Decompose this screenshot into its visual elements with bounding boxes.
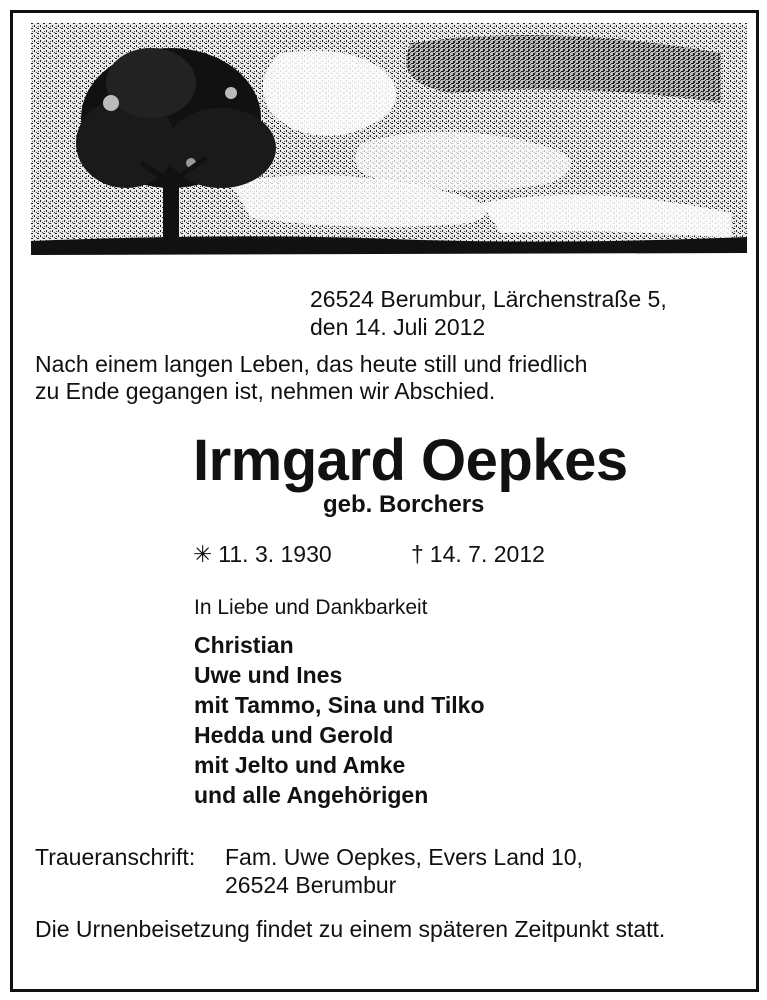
death-date xyxy=(411,541,545,568)
intro-text xyxy=(35,351,587,405)
mourning-address-label: Traueranschrift: xyxy=(35,844,196,870)
birth-star-icon: ✳ xyxy=(193,541,213,567)
family-member: Christian xyxy=(194,632,294,658)
birth-date xyxy=(193,541,332,568)
intro-line-2: zu Ende gegangen ist, nehmen wir Abschied. xyxy=(35,378,496,404)
family-member: mit Tammo, Sina und Tilko xyxy=(194,692,485,718)
tree-landscape-image xyxy=(31,23,747,263)
mourning-address-name: Fam. Uwe Oepkes, Evers Land 10, xyxy=(225,844,583,870)
death-cross-icon: † xyxy=(411,541,424,567)
family-member: mit Jelto und Amke xyxy=(194,752,406,778)
family-list xyxy=(194,630,485,810)
birth-date-value: 11. 3. 1930 xyxy=(218,541,332,567)
intro-line-1: Nach einem langen Leben, das heute still und friedlich xyxy=(35,351,588,377)
deceased-name: Irmgard Oepkes xyxy=(193,428,628,493)
death-date-value: 14. 7. 2012 xyxy=(429,541,545,567)
sender-address xyxy=(310,285,667,341)
dedication: In Liebe und Dankbarkeit xyxy=(194,596,428,619)
family-member: und alle Angehörigen xyxy=(194,782,429,808)
closing-note: Die Urnenbeisetzung findet zu einem späteren Zeitpunkt statt. xyxy=(35,916,666,942)
address-line-date: den 14. Juli 2012 xyxy=(310,314,486,340)
maiden-name: geb. Borchers xyxy=(323,491,485,518)
family-member: Hedda und Gerold xyxy=(194,722,394,748)
family-member: Uwe und Ines xyxy=(194,662,343,688)
obituary-frame xyxy=(10,10,759,992)
mourning-address-city: 26524 Berumbur xyxy=(225,872,397,898)
address-line-street: 26524 Berumbur, Lärchenstraße 5, xyxy=(310,286,667,312)
